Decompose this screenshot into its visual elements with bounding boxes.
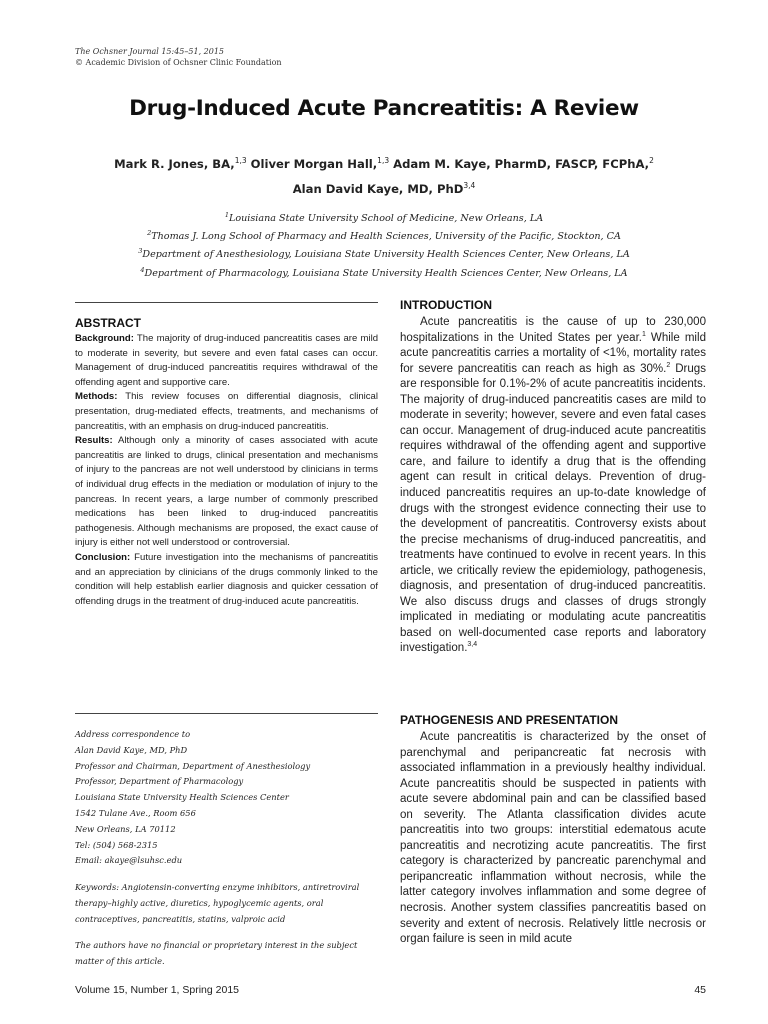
abstract-text: Although only a minority of cases associated with acute pancreatitis are linked to drugs, clinical presentation and mechanisms of injury to the pancreas are not well understood by clinicians in terms of individual drug effects in the mediation or modulation of injury to the pancreas. In recent years, a large number of commonly prescribed medications has been linked to drug-induced pancreatitis pathogenesis. Although mechanisms are proposed, the exact cause of injury is either not well understood or controversial. <box>75 435 378 549</box>
author-affiliation-mark: 2 <box>649 156 654 165</box>
page-number: 45 <box>694 984 706 996</box>
author-name: Oliver Morgan Hall, <box>246 156 378 171</box>
author-affiliation-mark: 1,3 <box>234 156 247 165</box>
affiliation-mark: 2 <box>147 229 152 238</box>
affiliation <box>0 208 768 226</box>
journal-citation: The Ochsner Journal 15:45–51, 2015 <box>75 47 225 56</box>
introduction-paragraph <box>400 315 706 657</box>
author-name: Adam M. Kaye, PharmD, FASCP, FCPhA, <box>389 156 650 171</box>
author-list <box>0 150 768 200</box>
correspondence-line: 1542 Tulane Ave., Room 656 <box>75 807 196 818</box>
abstract-label: Conclusion: <box>75 551 131 563</box>
correspondence-line: Address correspondence to <box>75 729 191 739</box>
body-text: Drugs are responsible for 0.1%-2% of acute pancreatitis incidents. The majority of drug-induced pancreatitis cases are mild to moderate in severity; however, severe and even fatal cases can occur. Management of drug-induced acute pancreatitis requires withdrawal of the offending agent and supportive care, and failure to identify a drug that is the offending agent can result in critical delays. Prevention of drug-induced pancreatitis requires an up-to-date knowledge of drugs with the strongest evidence connecting their use to the development of pancreatitis. Controversy exists about the precise mechanisms of drug-induced pancreatitis, and treatments have continued to evolve in recent years. In this article, we critically review the epidemiology, pathogenesis, diagnosis, and presentation of drug-induced pancreatitis. We also discuss drugs and classes of drugs strongly implicated in mediating or modulating acute pancreatitis based on well-documented case reports and laboratory investigation. <box>400 362 706 655</box>
reference-mark: 2 <box>666 361 671 369</box>
article-title: Drug-Induced Acute Pancreatitis: A Review <box>129 96 639 121</box>
affiliation-text: Department of Anesthesiology, Louisiana State University Health Sciences Center, New Orleans, LA <box>142 249 630 261</box>
abstract-background <box>75 332 378 390</box>
abstract-methods <box>75 390 378 434</box>
correspondence-line: Professor, Department of Pharmacology <box>75 776 244 787</box>
correspondence-line: Louisiana State University Health Sciences Center <box>75 792 289 803</box>
footer-issue: Volume 15, Number 1, Spring 2015 <box>75 984 240 996</box>
abstract-text: The majority of drug-induced pancreatitis cases are mild to moderate in severity, but severe and even fatal cases can occur. Management of drug-induced pancreatitis requires withdrawal of the offending agent and supportive care. <box>75 333 378 388</box>
abstract-label: Results: <box>75 435 113 447</box>
abstract-text: Future investigation into the mechanisms of pancreatitis and an appreciation by clinicians of the drugs commonly linked to the condition will help establish earlier diagnosis and quicker cessation of offending drugs in the treatment of drug-induced acute pancreatitis. <box>75 551 378 607</box>
author-name: Mark R. Jones, BA, <box>114 156 235 171</box>
correspondence-rule <box>75 713 378 714</box>
pathogenesis-heading: PATHOGENESIS AND PRESENTATION <box>400 713 619 727</box>
correspondence-line: Tel: (504) 568-2315 <box>75 839 158 850</box>
disclosure-statement: The authors have no financial or proprietary interest in the subject matter of this article. <box>75 940 358 966</box>
abstract-label: Methods: <box>75 391 118 403</box>
affiliation-text: Department of Pharmacology, Louisiana State University Health Sciences Center, New Orleans, LA <box>144 267 628 279</box>
abstract-results <box>75 434 378 551</box>
keywords: Keywords: Angiotensin-converting enzyme inhibitors, antiretroviral therapy–highly active, diuretics, hypoglycemic agents, oral contraceptives, pancreatitis, statins, valproic acid <box>75 882 360 924</box>
abstract-heading: ABSTRACT <box>75 316 141 330</box>
abstract-label: Background: <box>75 333 134 344</box>
author-name: Alan David Kaye, MD, PhD <box>292 181 464 196</box>
author-affiliation-mark: 3,4 <box>463 180 476 190</box>
affiliation-list <box>0 208 768 281</box>
abstract-body <box>75 332 378 609</box>
pathogenesis-paragraph: Acute pancreatitis is characterized by the onset of parenchymal and peripancreatic fat necrosis with associated inflammation in a previously healthy individual. Acute pancreatitis should be suspected in patients with acute severe abdominal pain and can be classified based on severity. The Atlanta classification divides acute pancreatitis into two groups: interstitial edematous acute pancreatitis and necrotizing acute pancreatitis. The first category is characterized by pancreatic parenchymal and peripancreatic inflammation without necrosis, while the latter category involves inflammation and some degree of necrosis. Another system classifies pancreatitis based on severity and extent of necrosis. Relatively little necrosis or organ failure is seen in mild acute <box>400 731 706 946</box>
introduction-heading: INTRODUCTION <box>400 298 492 312</box>
correspondence-block <box>75 727 378 869</box>
abstract-conclusion <box>75 551 378 609</box>
affiliation <box>0 226 768 244</box>
copyright-line: © Academic Division of Ochsner Clinic Foundation <box>75 58 282 67</box>
reference-mark: 3,4 <box>467 641 478 649</box>
correspondence-email: Email: akaye@lsuhsc.edu <box>75 855 183 866</box>
author-affiliation-mark: 1,3 <box>377 156 390 165</box>
reference-mark: 1 <box>641 330 646 338</box>
affiliation-mark: 1 <box>224 211 229 219</box>
journal-header <box>75 46 475 68</box>
affiliation-mark: 4 <box>140 265 145 274</box>
body-text: Acute pancreatitis is the cause of up to 230,000 hospitalizations in the United States per year. <box>400 316 706 344</box>
affiliation-mark: 3 <box>138 247 143 256</box>
abstract-top-rule <box>75 302 378 303</box>
affiliation-text: Louisiana State University School of Medicine, New Orleans, LA <box>228 213 544 225</box>
correspondence-line: New Orleans, LA 70112 <box>75 823 176 834</box>
correspondence-line: Professor and Chairman, Department of Anesthesiology <box>75 760 311 771</box>
introduction-body <box>400 315 706 657</box>
affiliation <box>0 263 768 281</box>
body-text: While mild acute pancreatitis carries a mortality of <1%, mortality rates for severe pancreatitis can reach as high as 30%. <box>400 331 706 375</box>
abstract-text: This review focuses on differential diagnosis, clinical presentation, drug-mediated effects, treatments, and mechanisms of pancreatitis, with an emphasis on drug-induced pancreatitis. <box>75 391 378 432</box>
pathogenesis-body <box>400 730 706 948</box>
correspondence-line: Alan David Kaye, MD, PhD <box>75 744 188 755</box>
affiliation-text: Thomas J. Long School of Pharmacy and Health Sciences, University of the Pacific, Stockton, CA <box>151 231 621 243</box>
affiliation <box>0 244 768 262</box>
